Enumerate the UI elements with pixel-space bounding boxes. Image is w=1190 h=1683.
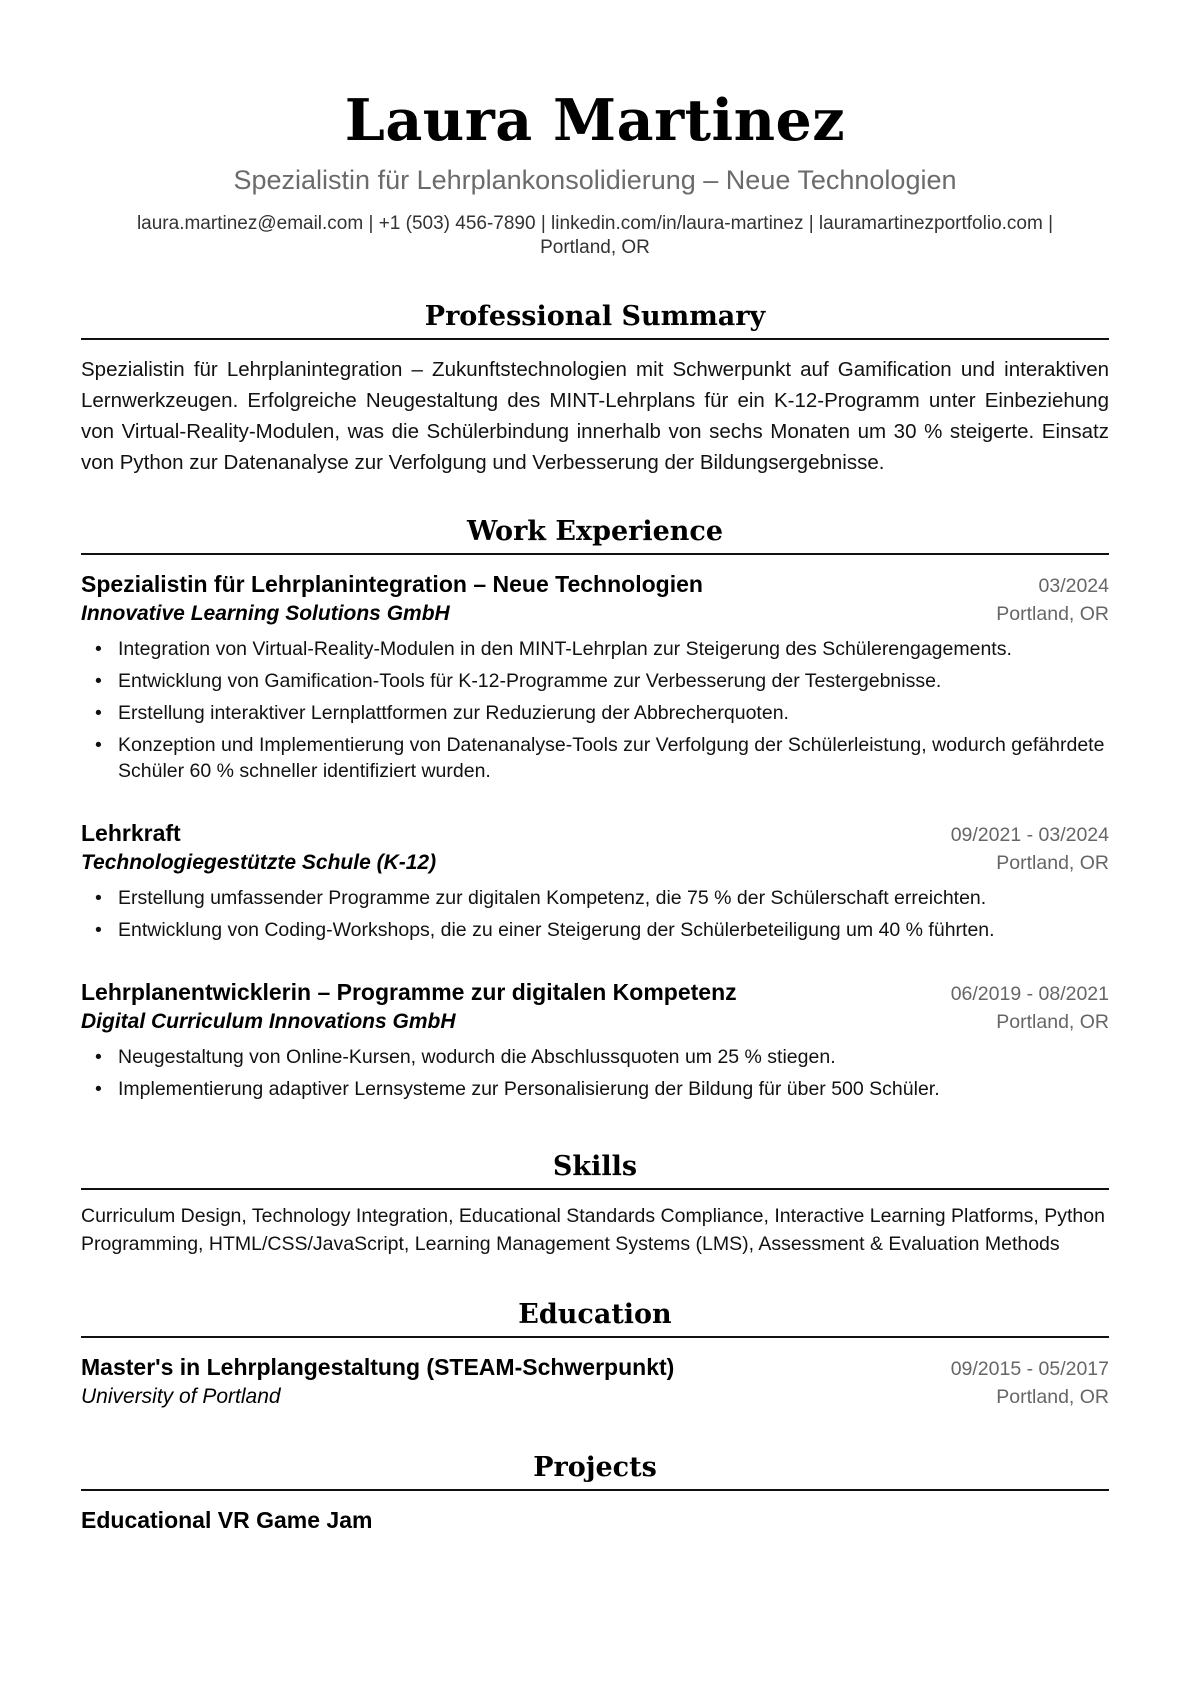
job-location: Portland, OR <box>996 852 1109 874</box>
education-date: 09/2015 - 05/2017 <box>950 1358 1109 1380</box>
projects-section <box>81 1451 1109 1535</box>
job-role: Lehrkraft <box>81 820 181 846</box>
bullet-item: • Konzeption und Implementierung von Datenanalyse-Tools zur Verfolgung der Schülerleistung, wodurch gefährdete Schüler 60 % schneller identifiziert wurden. <box>81 732 1109 784</box>
job-entry <box>81 569 1109 784</box>
skills-section <box>81 1150 1109 1258</box>
education-section <box>81 1298 1109 1411</box>
job-date: 06/2019 - 08/2021 <box>950 983 1109 1005</box>
job-company: Technologiegestützte Schule (K-12) <box>81 851 437 874</box>
job-bullets <box>81 1044 1109 1102</box>
summary-heading: Professional Summary <box>81 300 1109 340</box>
bullet-item: • Integration von Virtual-Reality-Modulen in den MINT-Lehrplan zur Steigerung des Schülerengagements. <box>81 636 1109 662</box>
resume-header <box>81 0 1109 260</box>
project-entry <box>81 1505 1109 1535</box>
job-location: Portland, OR <box>996 1011 1109 1033</box>
job-company: Innovative Learning Solutions GmbH <box>81 602 450 625</box>
contact-line: laura.martinez@email.com | +1 (503) 456-7890 | linkedin.com/in/laura-martinez | lauramartinezportfolio.com | Portland, OR <box>136 213 1054 258</box>
job-entry <box>81 977 1109 1102</box>
candidate-name: Laura Martinez <box>344 87 846 154</box>
project-name: Educational VR Game Jam <box>81 1507 373 1533</box>
job-date: 09/2021 - 03/2024 <box>950 824 1109 846</box>
skills-heading: Skills <box>81 1150 1109 1190</box>
bullet-item: • Entwicklung von Coding-Workshops, die zu einer Steigerung der Schülerbeteiligung um 40 % führten. <box>81 917 1109 943</box>
job-location: Portland, OR <box>996 603 1109 625</box>
summary-section <box>81 300 1109 478</box>
bullet-item: • Erstellung interaktiver Lernplattformen zur Reduzierung der Abbrecherquoten. <box>81 700 1109 726</box>
projects-heading: Projects <box>81 1451 1109 1491</box>
bullet-item: • Neugestaltung von Online-Kursen, wodurch die Abschlussquoten um 25 % stiegen. <box>81 1044 1109 1070</box>
education-degree: Master's in Lehrplangestaltung (STEAM-Schwerpunkt) <box>81 1354 675 1380</box>
candidate-subtitle: Spezialistin für Lehrplankonsolidierung – Neue Technologien <box>233 165 957 195</box>
job-role: Spezialistin für Lehrplanintegration – Neue Technologien <box>81 571 703 597</box>
education-heading: Education <box>81 1298 1109 1338</box>
job-bullets <box>81 885 1109 943</box>
job-company: Digital Curriculum Innovations GmbH <box>81 1010 456 1033</box>
education-location: Portland, OR <box>996 1386 1109 1408</box>
job-bullets <box>81 636 1109 784</box>
education-school: University of Portland <box>81 1385 281 1408</box>
bullet-item: • Entwicklung von Gamification-Tools für K-12-Programme zur Verbesserung der Testergebnisse. <box>81 668 1109 694</box>
job-date: 03/2024 <box>1038 575 1109 597</box>
education-entry <box>81 1352 1109 1411</box>
job-role: Lehrplanentwicklerin – Programme zur digitalen Kompetenz <box>81 979 737 1005</box>
summary-text: Spezialistin für Lehrplanintegration – Zukunftstechnologien mit Schwerpunkt auf Gamification und interaktiven Lernwerkzeugen. Erfolgreiche Neugestaltung des MINT-Lehrplans für ein K-12-Programm unter Einbeziehung von Virtual-Reality-Modulen, was die Schülerbindung innerhalb von sechs Monaten um 30 % steigerte. Einsatz von Python zur Datenanalyse zur Verfolgung und Verbesserung der Bildungsergebnisse. <box>81 358 1109 474</box>
experience-heading: Work Experience <box>81 515 1109 555</box>
job-entry <box>81 818 1109 943</box>
skills-text: Curriculum Design, Technology Integration, Educational Standards Compliance, Interactive Learning Platforms, Python Programming, HTML/CSS/JavaScript, Learning Management Systems (LMS), Assessment & Evaluation Methods <box>81 1205 1105 1255</box>
experience-section <box>81 515 1109 1102</box>
bullet-item: • Implementierung adaptiver Lernsysteme zur Personalisierung der Bildung für über 500 Schüler. <box>81 1076 1109 1102</box>
bullet-item: • Erstellung umfassender Programme zur digitalen Kompetenz, die 75 % der Schülerschaft erreichten. <box>81 885 1109 911</box>
